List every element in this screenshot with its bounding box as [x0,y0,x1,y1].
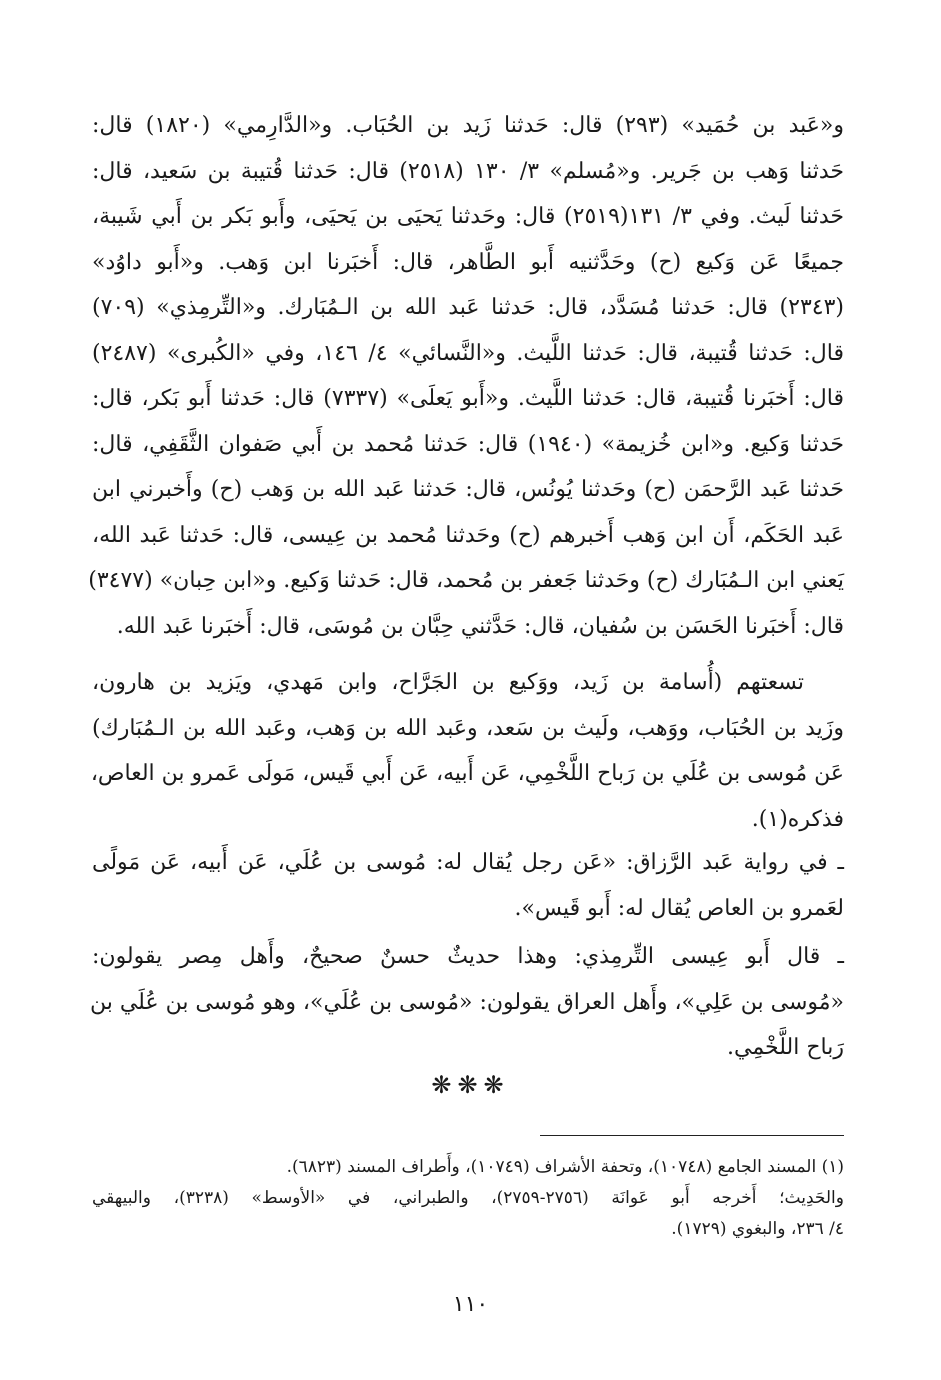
main-paragraph-1 [88,103,845,649]
text-line: «مُوسى بن عَلِي»، وأَهل العراق يقولون: «مُوسى بن عُلَي»، وهو مُوسى بن عُلَي بن [89,989,844,1015]
footnote-divider [540,1135,844,1136]
text-line: وزَيد بن الحُبَاب، ووَهب، ولَيث بن سَعد، وعَبد الله بن وَهب، وعَبد الله بن الـمُبَارك) [92,715,844,741]
page-number: ١١٠ [452,1292,489,1317]
text-line: قال: حَدثنا قُتيبة، قال: حَدثنا اللَّيث. و«النَّسائي» ٤/ ١٤٦، وفي «الكُبرى» (٢٤٨٧) [92,340,845,366]
footnotes [92,1152,844,1245]
main-paragraph-2 [92,660,844,842]
text-line: و«عَبد بن حُمَيد» (٢٩٣) قال: حَدثنا زَيد بن الحُبَاب. و«الدَّارِمي» (١٨٢٠) قال: [92,113,844,138]
text-line: حَدثنا وَكيع. و«ابن خُزيمة» (١٩٤٠) قال: حَدثنا مُحمد بن أَبي صَفوان الثَّقَفِي، قال: [92,431,844,457]
main-paragraph-4 [89,934,844,1071]
text-line: (٢٣٤٣) قال: حَدثنا مُسَدَّد، قال: حَدثنا عَبد الله بن الـمُبَارك. و«التِّرمِذي» (٧٠٩) [92,295,844,320]
text-line: ـ في رواية عَبد الرَّزاق: «عَن رجل يُقال له: مُوسى بن عُلَي، عَن أَبيه، عَن مَولًى [92,850,844,875]
text-line: لعَمرو بن العاص يُقال له: أَبو قَيس». [514,895,844,921]
footnote-line: (١) المسند الجامع (١٠٧٤٨)، وتحفة الأشراف (١٠٧٤٩)، وأَطراف المسند (٦٨٢٣). [286,1157,844,1177]
footnote-line: والحَدِيث؛ أَخرجه أَبو عَوانَة (٢٧٥٦-٢٧٥٩)، والطبراني، في «الأوسط» (٣٢٣٨)، والبيهقي [92,1188,844,1208]
text-line: حَدثنا وَهب بن جَرير. و«مُسلم» ٣/ ١٣٠ (٢٥١٨) قال: حَدثنا قُتيبة بن سَعيد، قال: [92,158,844,184]
footnote-line: ٤/ ٢٣٦، والبغوي (١٧٢٩). [671,1219,844,1239]
section-separator: ❋❋❋ [431,1071,510,1099]
text-line: رَباح اللَّخْمِي. [727,1035,844,1060]
text-line: حَدثنا عَبد الرَّحمَن (ح) وحَدثنا يُونُس، قال: حَدثنا عَبد الله بن وَهب (ح) وأَخبرني ابن [92,477,844,502]
text-line: عَن مُوسى بن عُلَي بن رَباح اللَّخْمِي، عَن أَبيه، عَن أَبي قَيس، مَولَى عَمرو بن العاص، [90,761,844,786]
text-line: عَبد الحَكَم، أَن ابن وَهب أَخبرهم (ح) وحَدثنا مُحمد بن عِيسى، قال: حَدثنا عَبد الله، [92,522,844,548]
text-line: تسعتهم (أُسامة بن زَيد، ووَكيع بن الجَرَّاح، وابن مَهدي، ويَزيد بن هارون، [92,670,804,695]
text-line: قال: أَخبَرنا قُتيبة، قال: حَدثنا اللَّيث. و«أَبو يَعلَى» (٧٣٣٧) قال: حَدثنا أَبو بَكر، قال: [92,386,844,411]
text-line: حَدثنا لَيث. وفي ٣/ ١٣١(٢٥١٩) قال: وحَدثنا يَحيَى بن يَحيَى، وأَبو بَكر بن أَبي شَيبة، [92,204,845,229]
text-line: يَعني ابن الـمُبَارك (ح) وحَدثنا جَعفر بن مُحمد، قال: حَدثنا وَكيع. و«ابن حِبان» (٣٤٧٧) [88,568,844,593]
main-paragraph-3 [92,840,844,931]
text-line: فذكره(١). [751,806,844,832]
text-line: ـ قال أَبو عِيسى التِّرمِذي: وهذا حديثٌ حسنٌ صحيحٌ، وأَهل مِصر يقولون: [92,944,844,969]
text-line: قال: أَخبَرنا الحَسَن بن سُفيان، قال: حَدَّثني حِبَّان بن مُوسَى، قال: أَخبَرنا عَبد الله. [116,613,844,639]
text-line: جميعًا عَن وَكيع (ح) وحَدَّثنيه أَبو الطَّاهر، قال: أَخبَرنا ابن وَهب. و«أَبو داوُد» [92,249,844,275]
